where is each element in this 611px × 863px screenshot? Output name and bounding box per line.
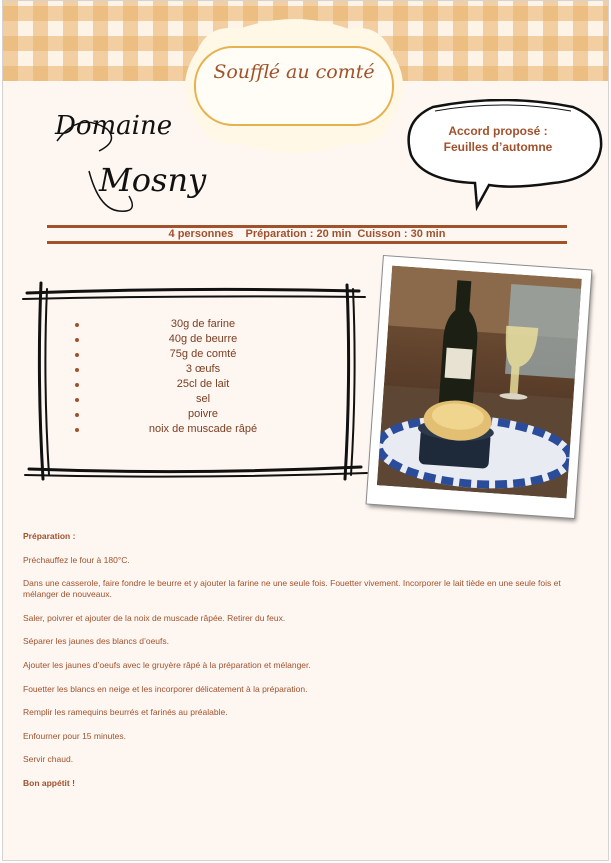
- pairing-note: [423, 123, 573, 155]
- speech-bubble: [403, 99, 603, 211]
- ingredient-list: [63, 317, 343, 437]
- list-item: poivre: [63, 407, 343, 422]
- list-item: 30g de farine: [63, 317, 343, 332]
- instructions: [23, 531, 583, 802]
- list-item: 25cl de lait: [63, 377, 343, 392]
- instruction-step: Séparer les jaunes des blancs d’oeufs.: [23, 636, 170, 647]
- list-item: sel: [63, 392, 343, 407]
- logo-line-mosny: Mosny: [99, 161, 207, 199]
- list-item: 40g de beurre: [63, 332, 343, 347]
- souffle-photo: [367, 256, 592, 518]
- instruction-step: Saler, poivrer et ajouter de la noix de muscade râpée. Retirer du feux.: [23, 612, 286, 623]
- instruction-step: Préchauffez le four à 180°C.: [23, 554, 130, 565]
- closing-line: Bon appétit !: [23, 777, 75, 788]
- recipe-title: Soufflé au comté: [213, 61, 375, 83]
- pairing-label: Accord proposé :: [448, 124, 548, 138]
- pairing-wine: Feuilles d’automne: [443, 140, 553, 154]
- instructions-heading: Préparation :: [23, 531, 76, 541]
- divider-bottom: [47, 241, 567, 244]
- instruction-step: Servir chaud.: [23, 754, 74, 765]
- list-item: 75g de comté: [63, 347, 343, 362]
- recipe-meta: 4 personnes Préparation : 20 min Cuisson : 30 min: [168, 228, 446, 240]
- list-item: noix de muscade râpé: [63, 422, 343, 437]
- list-item: 3 œufs: [63, 362, 343, 377]
- recipe-page: [2, 0, 609, 861]
- instruction-step: Dans une casserole, faire fondre le beurre et y ajouter la farine ne une seule fois. Fouetter vivement. Incorporer le lait tiède en une seule fois et mélanger de nouveaux.: [23, 578, 561, 600]
- instruction-step: Fouetter les blancs en neige et les incorporer délicatement à la préparation.: [23, 683, 308, 694]
- instruction-step: Remplir les ramequins beurrés et farinés au préalable.: [23, 707, 228, 718]
- logo-line-domaine: Domaine: [55, 111, 173, 141]
- souffle-wine-image: [377, 266, 582, 499]
- instruction-step: Ajouter les jaunes d’oeufs avec le gruyère râpé à la préparation et mélanger.: [23, 659, 311, 670]
- instruction-step: Enfourner pour 15 minutes.: [23, 730, 127, 741]
